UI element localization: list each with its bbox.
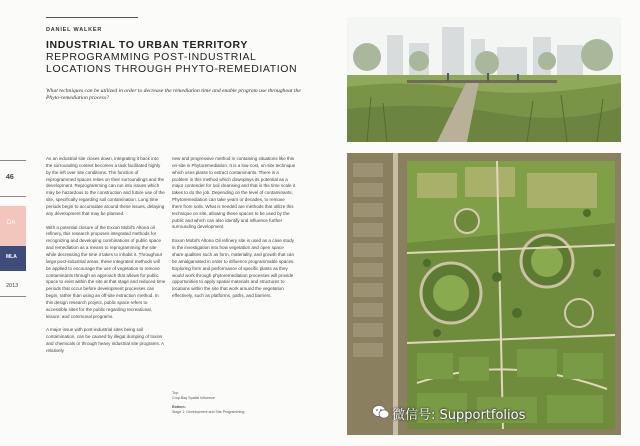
body-column-1 <box>46 156 166 362</box>
paragraph: As an industrial site closes down, integrating it back into the surrounding context becomes a task facilitated highly by the left over site conditions. The function of reprogrammed spaces relies on their surroundings and the development. Reprogramming can run into issues which may be hazardous to the construction and future use of the site, specifically regarding soil contamination. Long time periods begin to accumulate around these issues, delaying any development that may be planned. <box>46 156 165 216</box>
paragraph: new and progressive method in containing situations like this on-site is Phytoremediation. It is a low-cost, on-site technique which uses plants to extract contaminants. There is a problem in this method which downplays its potential as a major contender for soil cleansing and that is the time scale it takes to do the job. Depending on the level of contaminants, Phytoremediation can take years or decades, to remove them from soils. What is needed are methods that utilize this technique on site, allowing these spaces to be used by the public and which can also identify and influence further surrounding development. <box>172 156 296 230</box>
site-plan-image <box>347 153 621 435</box>
landscape-rendering-image <box>347 17 621 142</box>
page-number: 46 <box>6 174 14 181</box>
caption-bottom-text: Stage 1: Development and Site Programming <box>172 410 245 414</box>
sidebar-divider <box>0 296 26 297</box>
section-tab-navy <box>0 246 26 271</box>
paragraph: Exxon Mobil's Altona Oil refinery site is used as a case study in the investigation into how vegetation and open space share qualities such as form, materiality, and growth that can be amalgamated in order to influence programmable spaces. Exploring form and performance of specific plants as they would work through phytoremediation processes will provide opportunities to apply spatial materials and structures to locations within the site that work around the vegetation effectively, such as platforms, paths, and barriers. <box>172 238 295 299</box>
page-sidebar <box>0 0 26 446</box>
caption-top-label: Top: <box>172 391 179 395</box>
caption-bottom-label: Bottom: <box>172 405 186 409</box>
body-column-2 <box>172 156 296 307</box>
author-name: DANIEL WALKER <box>46 27 103 33</box>
sidebar-divider <box>0 196 26 197</box>
sidebar-divider <box>0 160 26 161</box>
figure-caption <box>172 391 296 415</box>
section-tab-label: DA <box>7 220 16 226</box>
section-tab-pink <box>0 206 26 246</box>
title-line-1: INDUSTRIAL TO URBAN TERRITORY <box>46 39 248 51</box>
wechat-watermark: 微信号: Supportfolios <box>392 408 526 423</box>
paragraph: A major issue with post-industrial sites being soil contamination, can be caused by illegal dumping of toxins and chemicals or through heavy industrial site programs. A relatively <box>46 327 164 353</box>
caption-top-text: Crop-Bay Spatial Influence <box>172 396 215 400</box>
article-title <box>46 39 297 75</box>
research-question: What techniques can be utilized in order to decrease the remediation time and enable program use throughout the Phyto-remediation process? <box>46 88 301 102</box>
paragraph: With a potential closure of the Exxon Mobil's Altona oil refinery, this research proposes integrated methods for recognizing and developing combinations of public space and remediation as a means to reprogramming the site while decreasing the time it takes to inhabit it. Throughout large post-industrial areas, these integrated methods will be applied to encourage the use of vegetation to remove contaminants through an approach that allows for public space to exist within the site at that stage and reduced time periods that occur before development processes can begin, rather than using an off-site extraction method. In this design research project, public space refers to accessible sites for the public regarding recreational, leisure, and communal programs. <box>46 224 166 319</box>
wechat-icon <box>372 404 390 420</box>
title-line-2: REPROGRAMMING POST-INDUSTRIAL <box>46 51 257 63</box>
section-tab-label: MLA <box>6 254 17 260</box>
year-label: 2013 <box>6 283 19 289</box>
title-line-3: LOCATIONS THROUGH PHYTO-REMEDIATION <box>46 63 298 75</box>
top-rule <box>46 17 138 18</box>
